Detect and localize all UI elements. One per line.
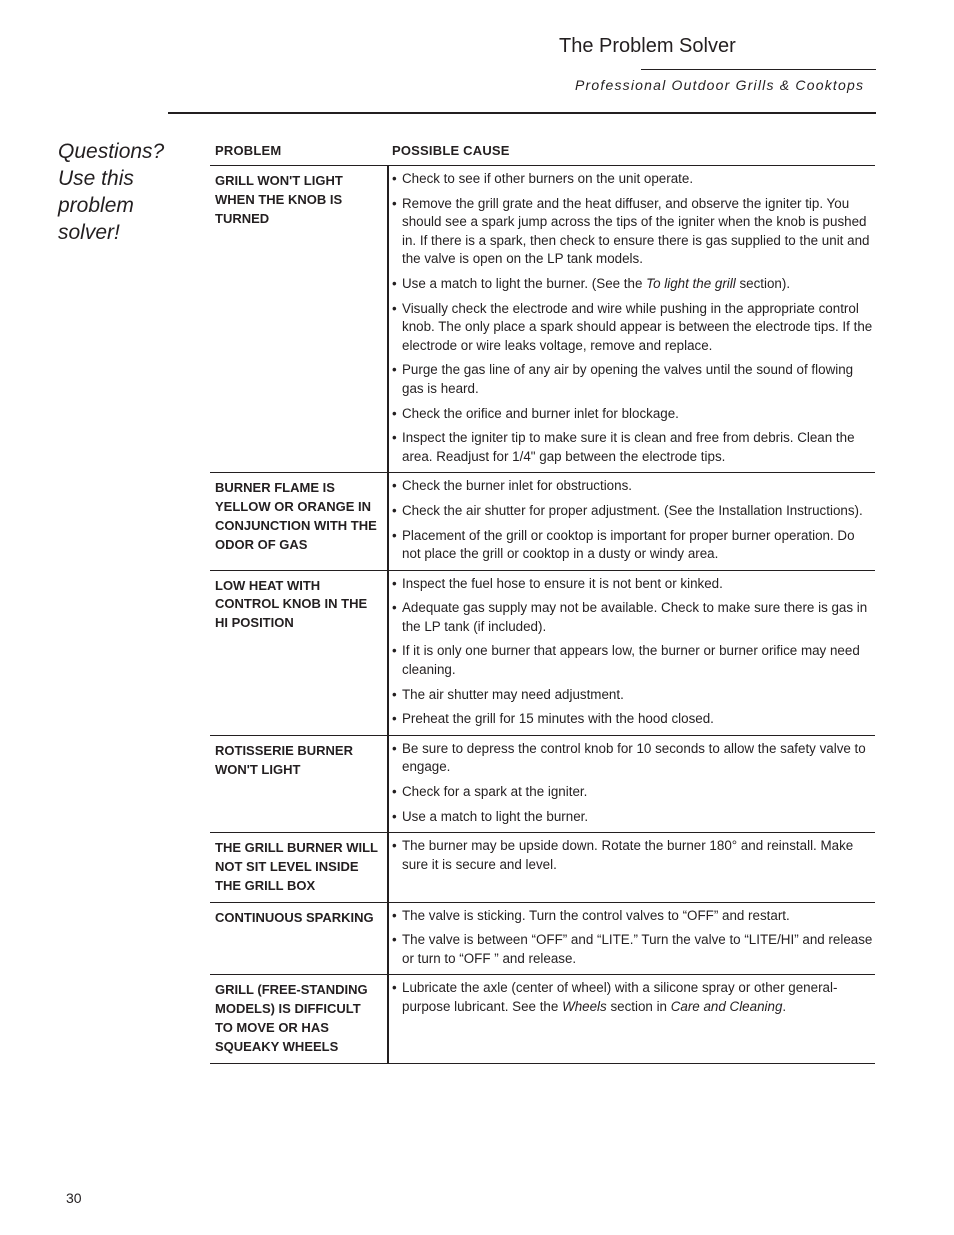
cause-item (392, 783, 875, 802)
cause-text: section). (735, 275, 791, 291)
cause-item (392, 740, 875, 777)
cause-list (392, 477, 875, 563)
possible-cause-cell (388, 166, 875, 473)
possible-cause-cell (388, 473, 875, 570)
table-row (210, 833, 875, 902)
table-body (210, 166, 875, 1064)
table-row (210, 166, 875, 473)
cause-list (392, 740, 875, 826)
problem-solver-table (210, 141, 875, 1064)
cause-text: The burner may be upside down. Rotate the burner 180° and reinstall. Make sure it is secure and level. (402, 838, 854, 872)
cause-text: Visually check the electrode and wire while pushing in the appropriate control knob. The only place a spark should appear is between the electrode tips. If the electrode or wire leaks voltage, remove and replace. (402, 300, 873, 353)
cause-item (392, 575, 875, 594)
cause-item (392, 599, 875, 636)
cause-text: . (782, 998, 787, 1014)
cause-text: Check the orifice and burner inlet for blockage. (402, 405, 679, 421)
cause-item (392, 502, 875, 521)
page-title: The Problem Solver (559, 35, 736, 57)
cause-list (392, 575, 875, 729)
cause-text: Adequate gas supply may not be available. Check to make sure there is gas in the LP tank (if included). (402, 600, 868, 634)
cause-list (392, 979, 875, 1016)
cause-item (392, 837, 875, 874)
problem-cell: CONTINUOUS SPARKING (210, 902, 388, 975)
header-divider-long (168, 112, 876, 114)
page-subtitle: Professional Outdoor Grills & Cooktops (575, 77, 865, 93)
table-header-row (210, 141, 875, 166)
cause-text: The valve is sticking. Turn the control valves to “OFF” and restart. (402, 907, 790, 923)
possible-cause-cell (388, 975, 875, 1063)
cause-item (392, 477, 875, 496)
cause-item (392, 686, 875, 705)
cause-text: Be sure to depress the control knob for 10 seconds to allow the safety valve to engage. (402, 740, 866, 775)
cause-text: If it is only one burner that appears low, the burner or burner orifice may need cleaning. (402, 643, 860, 678)
problem-solver-table-wrapper (210, 141, 875, 1064)
possible-cause-cell (388, 735, 875, 832)
cause-item (392, 642, 875, 679)
header-divider-short (641, 69, 876, 70)
cause-text: Check to see if other burners on the unit operate. (402, 171, 694, 186)
cause-text-italic: To light the grill (646, 275, 736, 291)
table-row (210, 975, 875, 1063)
side-heading-line: Use this (58, 167, 134, 190)
problem-cell: GRILL WON'T LIGHT WHEN THE KNOB IS TURNED (210, 166, 388, 473)
cause-text: Use a match to light the burner. (402, 808, 589, 824)
side-heading-line: problem (58, 194, 134, 217)
cause-item (392, 405, 875, 424)
cause-item (392, 275, 875, 294)
table-row (210, 473, 875, 570)
cause-item (392, 931, 875, 968)
cause-text: Purge the gas line of any air by opening the valves until the sound of flowing gas is heard. (402, 362, 854, 396)
problem-cell: LOW HEAT WITH CONTROL KNOB IN THE HI POSITION (210, 570, 388, 735)
cause-text: The air shutter may need adjustment. (402, 686, 624, 702)
cause-item (392, 429, 875, 466)
problem-cell: GRILL (FREE-STANDING MODELS) IS DIFFICULT TO MOVE OR HAS SQUEAKY WHEELS (210, 975, 388, 1063)
side-heading (58, 138, 198, 246)
cause-item (392, 808, 875, 827)
table-row (210, 735, 875, 832)
cause-list (392, 837, 875, 874)
column-header-problem: PROBLEM (210, 141, 388, 166)
cause-text: The valve is between “OFF” and “LITE.” Turn the valve to “LITE/HI” and release or turn to “OFF ” and release. (402, 932, 873, 966)
cause-item (392, 195, 875, 269)
cause-list (392, 170, 875, 466)
cause-text-italic: Care and Cleaning (670, 998, 783, 1014)
cause-text: Inspect the fuel hose to ensure it is not bent or kinked. (402, 575, 723, 591)
cause-text-italic: Wheels (562, 998, 607, 1014)
table-row (210, 570, 875, 735)
cause-text: Check the burner inlet for obstructions. (402, 478, 632, 494)
column-header-possible-cause: POSSIBLE CAUSE (388, 141, 875, 166)
cause-text: Use a match to light the burner. (See the (402, 275, 647, 291)
problem-cell: THE GRILL BURNER WILL NOT SIT LEVEL INSIDE THE GRILL BOX (210, 833, 388, 902)
cause-list (392, 907, 875, 969)
side-heading-line: Questions? (58, 140, 165, 163)
cause-item (392, 170, 875, 189)
problem-cell: ROTISSERIE BURNER WON'T LIGHT (210, 735, 388, 832)
cause-item (392, 907, 875, 926)
cause-text: Lubricate the axle (center of wheel) with a silicone spray or other general-purpose lubricant. See the (402, 980, 838, 1014)
cause-item (392, 527, 875, 564)
page-number: 30 (66, 1190, 82, 1206)
cause-text: Remove the grill grate and the heat diffuser, and observe the igniter tip. You should see a spark jump across the tips of the igniter when the knob is pushed in. If there is a spark, then check to ensure there is gas supplied to the unit and the valve is open on the LP tank models. (402, 195, 870, 267)
cause-text: Check the air shutter for proper adjustment. (See the Installation Instructions). (402, 502, 863, 518)
possible-cause-cell (388, 570, 875, 735)
cause-item (392, 979, 875, 1016)
table-row (210, 902, 875, 975)
possible-cause-cell (388, 833, 875, 902)
cause-item (392, 710, 875, 729)
possible-cause-cell (388, 902, 875, 975)
cause-text: Inspect the igniter tip to make sure it is clean and free from debris. Clean the area. Readjust for 1/4" gap between the electrode tips. (402, 430, 855, 464)
side-heading-line: solver! (58, 221, 120, 244)
cause-text: Preheat the grill for 15 minutes with the hood closed. (402, 711, 714, 727)
cause-item (392, 300, 875, 356)
cause-text: Placement of the grill or cooktop is important for proper burner operation. Do not place the grill or cooktop in a dusty or windy area. (402, 527, 855, 562)
cause-item (392, 361, 875, 398)
cause-text: section in (606, 998, 671, 1014)
cause-text: Check for a spark at the igniter. (402, 784, 588, 800)
problem-cell: BURNER FLAME IS YELLOW OR ORANGE IN CONJUNCTION WITH THE ODOR OF GAS (210, 473, 388, 570)
